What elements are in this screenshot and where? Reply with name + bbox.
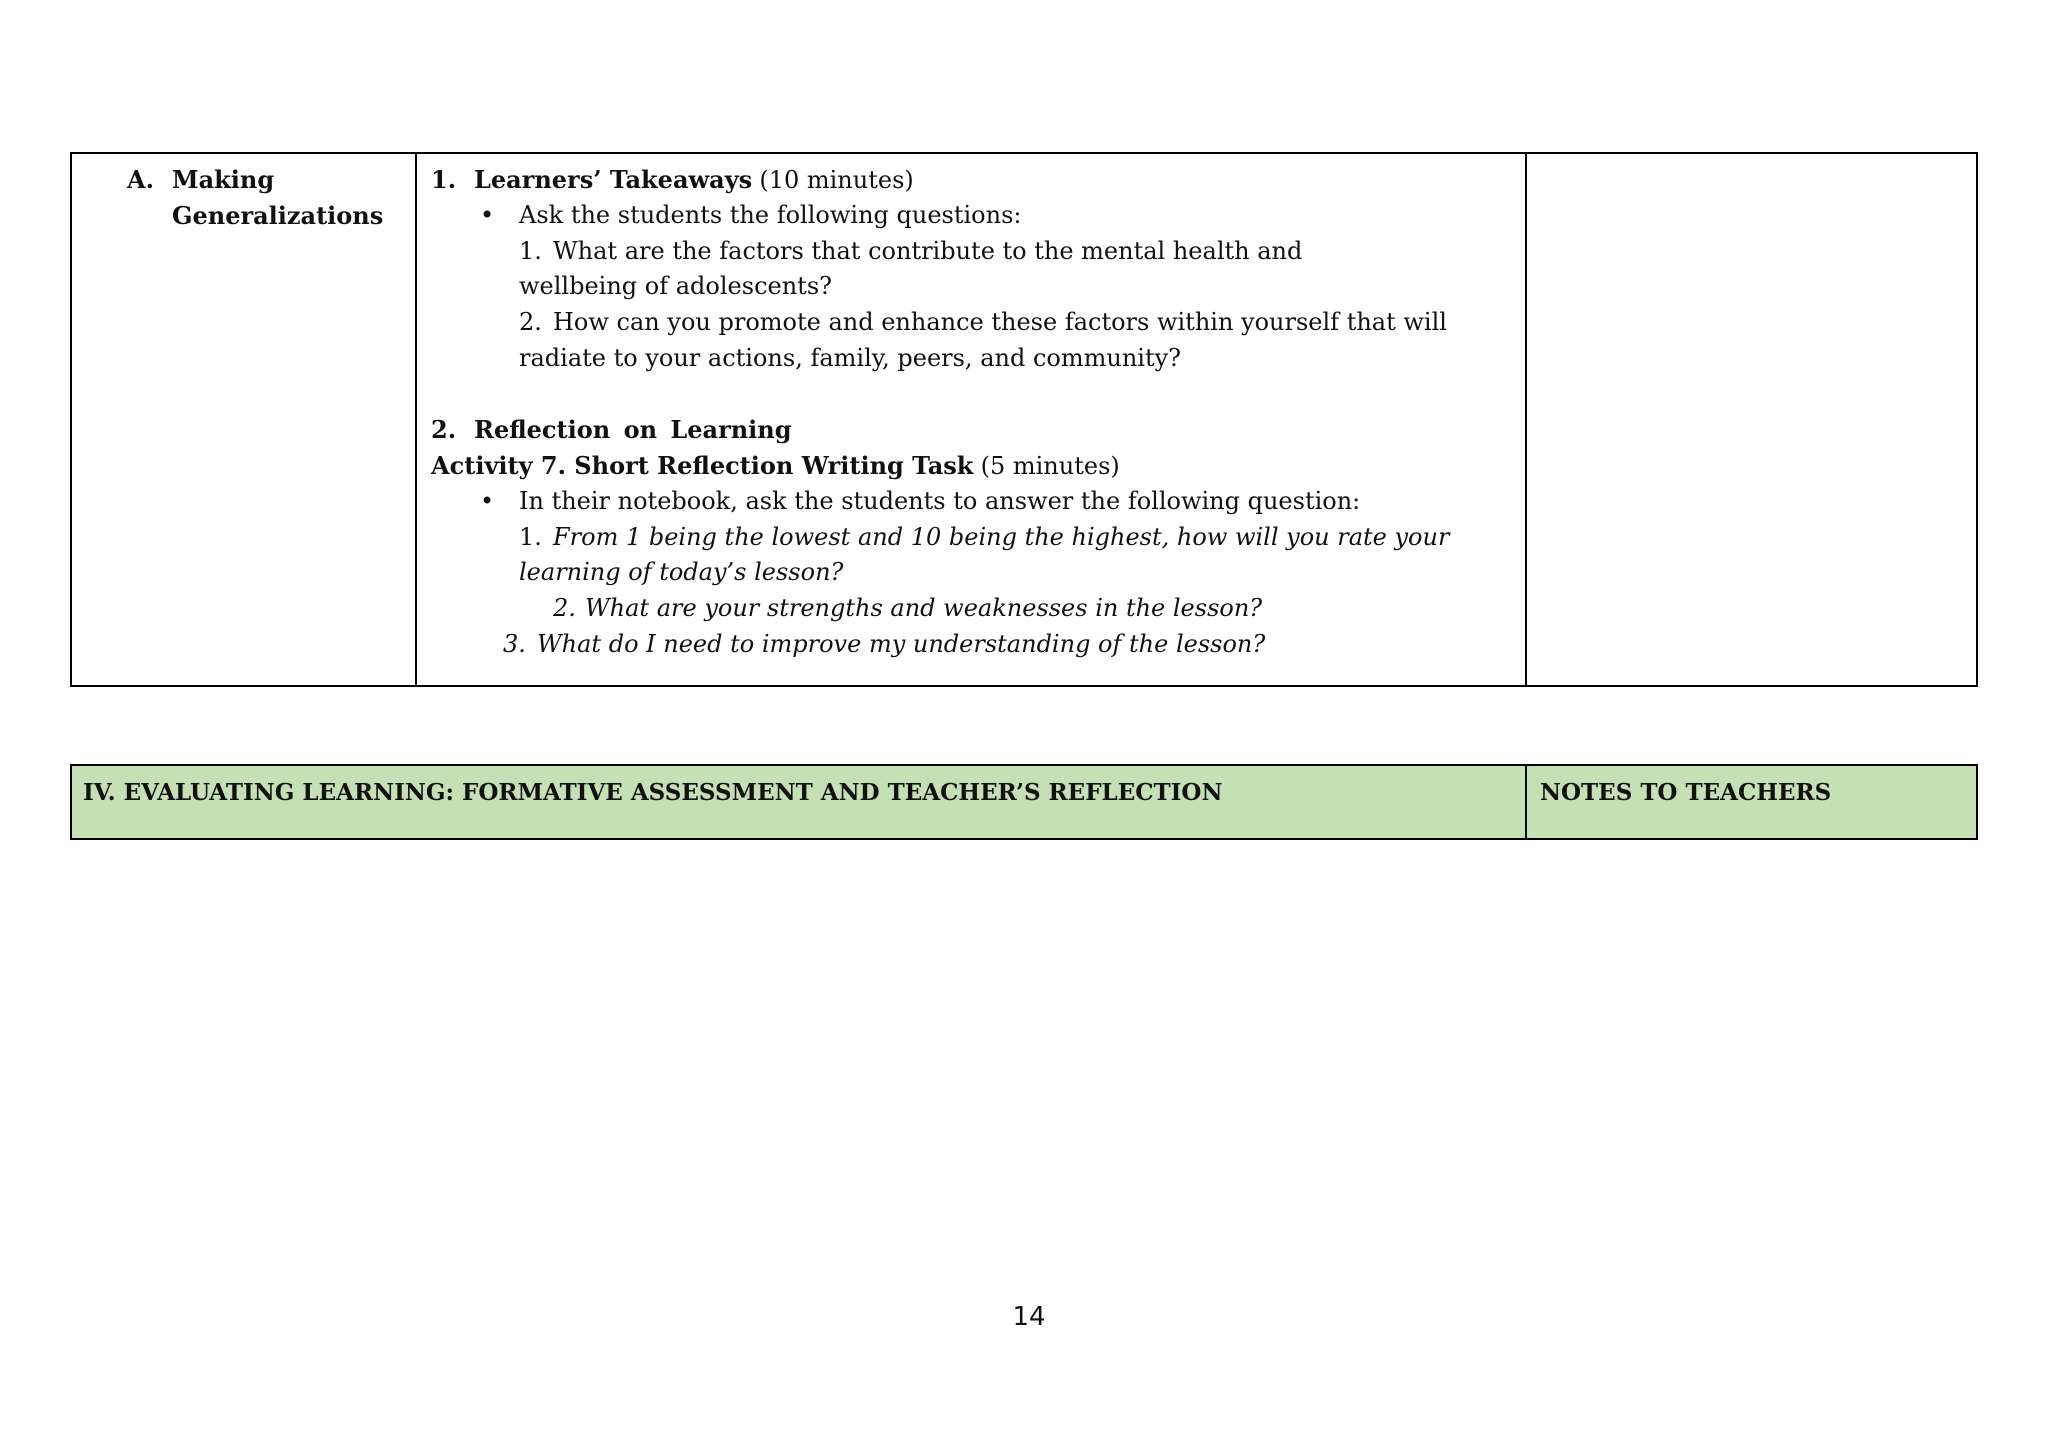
reflection-question-1 bbox=[519, 520, 1525, 592]
takeaways-number: 1. bbox=[431, 165, 457, 194]
reflection-bullet-text: In their notebook, ask the students to answer the following question: bbox=[519, 486, 1361, 515]
reflection-question-3 bbox=[503, 627, 1525, 663]
takeaways-bullet-item bbox=[480, 198, 1525, 234]
evaluation-header-table bbox=[70, 764, 1978, 840]
bullet-icon bbox=[480, 484, 519, 520]
reflection-question-2 bbox=[553, 591, 1525, 627]
section-label-cell bbox=[72, 154, 417, 685]
page-number: 14 bbox=[1012, 1302, 1046, 1332]
reflection-number: 2. bbox=[431, 415, 457, 445]
question-number: 2. bbox=[553, 594, 576, 622]
takeaways-bullet-text: Ask the students the following questions: bbox=[519, 200, 1022, 229]
evaluation-heading: IV. EVALUATING LEARNING: FORMATIVE ASSESSMENT AND TEACHER’S REFLECTION bbox=[72, 766, 1527, 838]
activity-duration: (5 minutes) bbox=[980, 452, 1120, 480]
question-number: 1. bbox=[519, 522, 542, 551]
notes-to-teachers-heading: NOTES TO TEACHERS bbox=[1540, 779, 1832, 806]
question-text: What are your strengths and weaknesses in the lesson? bbox=[585, 594, 1263, 622]
spacer bbox=[431, 377, 1525, 413]
question-number: 2. bbox=[519, 308, 542, 336]
question-number: 1. bbox=[519, 236, 542, 265]
notes-cell bbox=[1527, 154, 1976, 685]
takeaways-question-2 bbox=[519, 305, 1525, 377]
question-text: What do I need to improve my understanding of the lesson? bbox=[537, 629, 1266, 658]
reflection-bullet-item bbox=[480, 484, 1525, 520]
question-number: 3. bbox=[503, 629, 526, 658]
takeaways-question-1 bbox=[519, 234, 1525, 306]
takeaways-duration: (10 minutes) bbox=[759, 166, 914, 194]
reflection-heading bbox=[431, 412, 1525, 448]
activity-title: Activity 7. Short Reflection Writing Task bbox=[431, 451, 974, 480]
section-letter: A. bbox=[127, 165, 154, 194]
question-text: How can you promote and enhance these factors within yourself that will radiate to your actions, family, peers, and community? bbox=[519, 308, 1447, 372]
activity-heading bbox=[431, 448, 1525, 484]
takeaways-heading bbox=[431, 162, 1525, 198]
question-text: What are the factors that contribute to the mental health and wellbeing of adolescents? bbox=[519, 236, 1303, 301]
lesson-plan-table bbox=[70, 152, 1978, 687]
bullet-icon bbox=[480, 198, 519, 234]
activities-cell bbox=[417, 154, 1527, 685]
takeaways-title: Learners’ Takeaways bbox=[474, 165, 753, 194]
question-text: From 1 being the lowest and 10 being the highest, how will you rate your learning of today’s lesson? bbox=[519, 522, 1450, 587]
section-title: Making Generalizations bbox=[172, 165, 384, 230]
reflection-title: Reflection on Learning bbox=[474, 415, 792, 445]
